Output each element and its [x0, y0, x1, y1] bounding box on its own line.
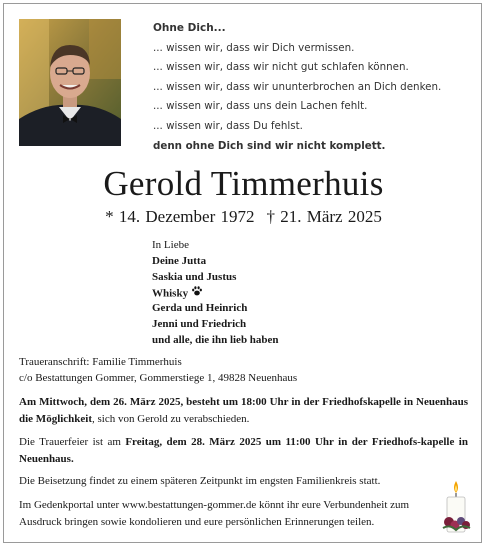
- farewell-text: , sich von Gerold zu verabschieden.: [92, 413, 250, 425]
- poem-line: ... wissen wir, dass wir nicht gut schlafen können.: [153, 61, 409, 74]
- family-member-pet: [152, 285, 279, 301]
- poem-closing: denn ohne Dich sind wir nicht komplett.: [153, 139, 386, 152]
- obituary-card: [3, 3, 482, 543]
- pet-name: Whisky: [152, 287, 189, 300]
- service-notice: [19, 434, 468, 468]
- poem-line: ... wissen wir, dass Du fehlst.: [153, 119, 303, 132]
- burial-notice: Die Beisetzung findet zu einem späteren Zeitpunkt im engsten Familienkreis statt.: [19, 475, 381, 487]
- family-intro: In Liebe: [152, 239, 189, 251]
- family-member: Deine Jutta: [152, 254, 207, 267]
- service-details: Freitag, dem 28. März 2025 um 11:00 Uhr in der Friedhofs-kapelle in Neuenhaus.: [19, 436, 468, 465]
- deceased-name: Gerold Timmerhuis: [103, 164, 384, 203]
- family-member: Jenni und Friedrich: [152, 317, 247, 330]
- life-dates: [4, 207, 483, 227]
- poem-line: ... wissen wir, dass wir ununterbrochen an Dich denken.: [153, 80, 442, 93]
- portrait-photo: [19, 19, 121, 146]
- portal-notice: Im Gedenkportal unter www.bestattungen-gommer.de könnt ihr eure Verbundenheit zum Ausdruck bringen sowie kondolieren und eure persönlichen Erinnerungen teilen.: [19, 499, 410, 528]
- address-line-1: Traueranschrift: Familie Timmerhuis: [19, 356, 182, 368]
- farewell-notice: [19, 394, 468, 428]
- family-list: [152, 238, 279, 349]
- family-member: Gerda und Heinrich: [152, 302, 248, 315]
- poem-line: ... wissen wir, dass uns dein Lachen fehlt.: [153, 100, 368, 113]
- poem-title: Ohne Dich...: [153, 22, 226, 34]
- poem: [153, 19, 473, 156]
- birth-date: * 14. Dezember 1972: [105, 207, 255, 226]
- family-member: Saskia und Justus: [152, 270, 237, 283]
- candle-icon: [438, 478, 474, 536]
- address-line-2: c/o Bestattungen Gommer, Gommerstiege 1, 49828 Neuenhaus: [19, 372, 298, 384]
- service-intro: Die Trauerfeier ist am: [19, 436, 126, 448]
- family-member: und alle, die ihn lieb haben: [152, 333, 279, 346]
- death-date: † 21. März 2025: [266, 207, 382, 226]
- poem-line: ... wissen wir, dass wir Dich vermissen.: [153, 41, 355, 54]
- farewell-details: Am Mittwoch, dem 26. März 2025, besteht um 18:00 Uhr in der Friedhofskapelle in Neuenhaus die Möglichkeit: [19, 396, 468, 425]
